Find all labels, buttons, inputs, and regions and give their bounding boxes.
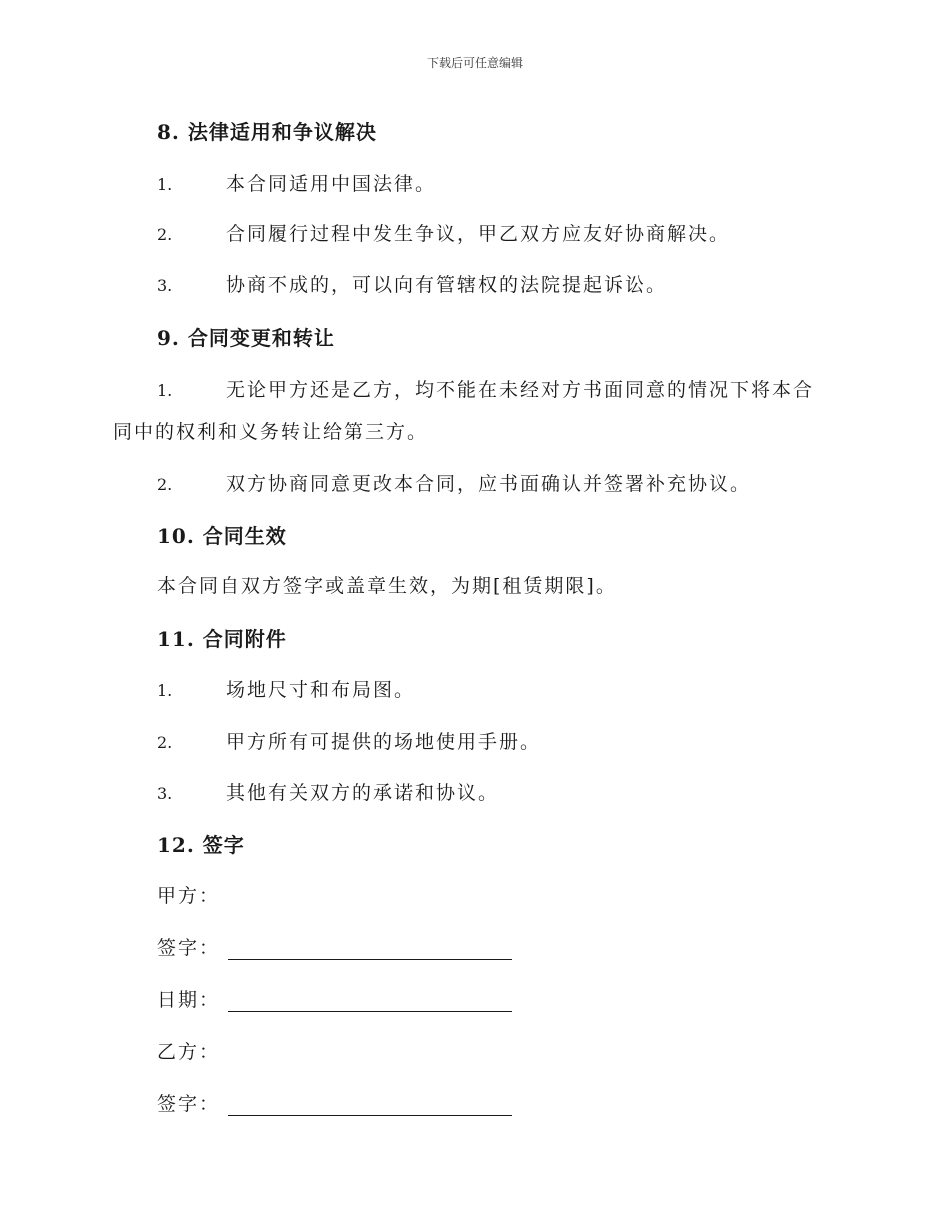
section-8-item-3	[157, 270, 667, 297]
section-11-item-1	[157, 675, 415, 702]
item-text: 协商不成的，可以向有管辖权的法院提起诉讼。	[226, 274, 668, 296]
item-text: 双方协商同意更改本合同，应书面确认并签署补充协议。	[226, 473, 752, 495]
party-b-signature-line[interactable]	[228, 1097, 512, 1116]
section-11-item-3	[157, 778, 499, 805]
section-9-item-1	[157, 375, 814, 402]
section-9-heading: 9. 合同变更和转让	[157, 326, 335, 350]
party-a-date-line[interactable]	[228, 993, 512, 1012]
party-a-date-row	[157, 985, 512, 1012]
item-number: 1.	[157, 381, 173, 400]
party-a-label: 甲方：	[157, 885, 221, 907]
item-text: 场地尺寸和布局图。	[226, 679, 416, 701]
item-number: 3.	[157, 276, 173, 295]
party-a-signature-line[interactable]	[228, 941, 512, 960]
signature-label: 签字：	[157, 1093, 221, 1115]
section-12-heading: 12. 签字	[157, 833, 245, 857]
item-number: 1.	[157, 175, 173, 194]
signature-label: 签字：	[157, 937, 221, 959]
item-text: 其他有关双方的承诺和协议。	[226, 782, 500, 804]
header-note: 下载后可任意编辑	[426, 56, 523, 70]
section-9-item-1-continuation: 同中的权利和义务转让给第三方。	[113, 421, 429, 443]
section-8-item-1	[157, 169, 436, 196]
section-11-item-2	[157, 727, 541, 754]
item-text: 本合同适用中国法律。	[226, 173, 437, 195]
section-10-heading: 10. 合同生效	[157, 524, 287, 548]
item-text: 合同履行过程中发生争议，甲乙双方应友好协商解决。	[226, 223, 731, 245]
party-b-signature-row	[157, 1089, 512, 1116]
item-number: 2.	[157, 733, 173, 752]
party-b-label: 乙方：	[157, 1041, 221, 1063]
item-number: 1.	[157, 681, 173, 700]
section-11-heading: 11. 合同附件	[157, 627, 287, 651]
item-number: 2.	[157, 225, 173, 244]
section-9-item-2	[157, 469, 751, 496]
date-label: 日期：	[157, 989, 221, 1011]
item-number: 3.	[157, 784, 173, 803]
section-10-text: 本合同自双方签字或盖章生效，为期[租赁期限]。	[157, 575, 617, 597]
section-8-heading: 8. 法律适用和争议解决	[157, 120, 377, 144]
section-8-item-2	[157, 219, 730, 246]
item-number: 2.	[157, 475, 173, 494]
item-text: 甲方所有可提供的场地使用手册。	[226, 731, 542, 753]
party-a-signature-row	[157, 933, 512, 960]
item-text: 无论甲方还是乙方，均不能在未经对方书面同意的情况下将本合	[226, 379, 815, 401]
